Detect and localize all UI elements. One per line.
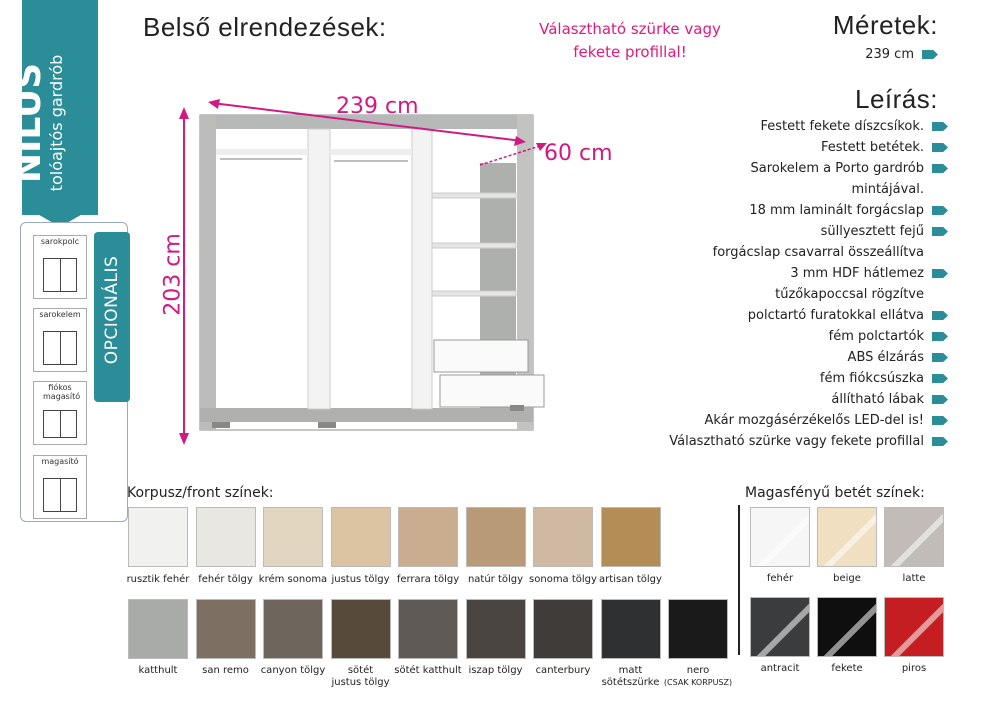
wardrobe-drawing [150,85,570,455]
swatch-label: sötét katthult [394,665,462,676]
description-item: Akár mozgásérzékelős LED-del is! [608,410,948,431]
swatch-label: rusztik fehér [126,574,190,585]
swatch-label: canterbury [535,665,591,676]
bullet-marker-icon [932,395,948,404]
swatch-label: fehér [766,573,794,584]
color-swatch [601,599,661,659]
description-item: tűzőkapoccsal rögzítve [775,287,924,302]
description-item: polctartó furatokkal ellátva [608,305,948,326]
swatch-sublabel: sötétszürke [601,677,660,688]
color-swatch [128,507,188,567]
gloss-shine [819,597,877,657]
swatch-label: fekete [831,663,863,674]
description-item: fém polctartók [608,326,948,347]
gloss-shine [752,597,810,657]
description-item: Festett fekete díszcsíkok. [608,116,948,137]
bullet-marker-icon [932,332,948,341]
description-item: ABS élzárás [608,347,948,368]
swatch-label: nero [686,665,710,676]
swatch-label: artisan tölgy [599,574,662,585]
bullet-marker-icon [932,122,948,131]
option-label: magasító [41,457,79,466]
gloss-swatch [884,597,944,657]
description-item: mintájával. [851,182,924,197]
gloss-swatch [884,507,944,567]
description-item: fém fiókcsúszka [608,368,948,389]
bullet-marker-icon [932,353,948,362]
swatch-label: natúr tölgy [467,574,524,585]
bullet-marker-icon [932,164,948,173]
drawer-extension-icon [43,410,77,438]
sizes-heading: Méretek: [832,10,938,40]
product-title: NÍLUS [8,62,49,184]
swatch-label: sonoma tölgy [529,574,597,585]
swatch-label: latte [902,573,926,584]
color-swatch [533,507,593,567]
color-swatch [398,599,458,659]
description-item: Festett betétek. [608,137,948,158]
bullet-marker-icon [932,374,948,383]
description-item: 3 mm HDF hátlemez [608,263,948,284]
swatch-label: antracit [760,663,800,674]
bullet-marker-icon [922,50,938,59]
gloss-swatch [750,597,810,657]
option-corner-element [33,308,87,372]
gloss-divider [738,505,740,655]
color-swatch [466,507,526,567]
swatch-label: piros [901,663,927,674]
gloss-swatch [750,507,810,567]
swatch-label: iszap tölgy [468,665,523,676]
option-extension [33,455,87,519]
corner-shelf-icon [43,258,77,292]
description-list [608,116,948,452]
swatch-label: san remo [202,665,249,676]
option-corner-shelf [33,235,87,299]
extension-icon [43,478,77,512]
color-swatch [466,599,526,659]
bullet-marker-icon [932,206,948,215]
bullet-marker-icon [932,227,948,236]
gloss-swatch [817,597,877,657]
bullet-marker-icon [932,437,948,446]
gloss-shine [886,597,944,657]
description-item: 18 mm laminált forgácslap [608,200,948,221]
product-subtitle: tolóajtós gardrób [47,54,66,192]
swatch-sublabel: justus tölgy [331,677,390,688]
option-label: fiókos magasító [43,383,81,401]
gloss-shine [886,507,944,567]
bullet-marker-icon [932,311,948,320]
color-swatch [398,507,458,567]
bullet-marker-icon [932,269,948,278]
body-colors-heading: Korpusz/front színek: [127,485,274,501]
option-label: sarokpolc [40,237,80,246]
swatch-label: matt [618,665,643,676]
swatch-label: canyon tölgy [260,665,326,676]
swatch-label: justus tölgy [331,574,390,585]
color-swatch [331,507,391,567]
description-item: állítható lábak [608,389,948,410]
size-value: 239 cm [865,47,914,62]
option-label: sarokelem [39,310,81,319]
swatch-label: beige [833,573,861,584]
color-swatch [331,599,391,659]
product-name [8,23,66,223]
swatch-sublabel: (CSAK KORPUSZ) [663,678,733,687]
description-item: süllyesztett fejű [608,221,948,242]
width-dimension: 239 cm [336,94,419,119]
color-swatch [128,599,188,659]
option-drawer-extension [33,381,87,445]
corner-element-icon [43,331,77,365]
gloss-swatch [817,507,877,567]
swatch-label: fehér tölgy [198,574,253,585]
swatch-label: ferrara tölgy [396,574,460,585]
swatch-label: krém sonoma [258,574,328,585]
gloss-shine [819,507,877,567]
gloss-shine [752,507,810,567]
depth-dimension: 60 cm [544,141,613,166]
bullet-marker-icon [932,143,948,152]
color-swatch [263,599,323,659]
swatch-label: sötét [347,665,374,676]
height-dimension: 203 cm [160,233,186,316]
description-item: forgácslap csavarral összeállítva [712,245,924,260]
color-swatch [196,507,256,567]
color-swatch [601,507,661,567]
description-item: Sarokelem a Porto gardrób [608,158,948,179]
description-item: Választható szürke vagy fekete profillal [608,431,948,452]
bullet-marker-icon [932,416,948,425]
sizes-list [865,47,938,62]
color-swatch [263,507,323,567]
profile-note: Választható szürke vagy fekete profillal! [539,20,721,61]
color-swatch [196,599,256,659]
description-heading: Leírás: [855,84,938,114]
color-swatch [533,599,593,659]
layout-heading: Belső elrendezések: [143,12,387,42]
swatch-label: katthult [138,665,178,676]
color-swatch [668,599,728,659]
gloss-colors-heading: Magasfényű betét színek: [745,485,925,501]
optional-label: OPCIONÁLIS [102,255,122,365]
